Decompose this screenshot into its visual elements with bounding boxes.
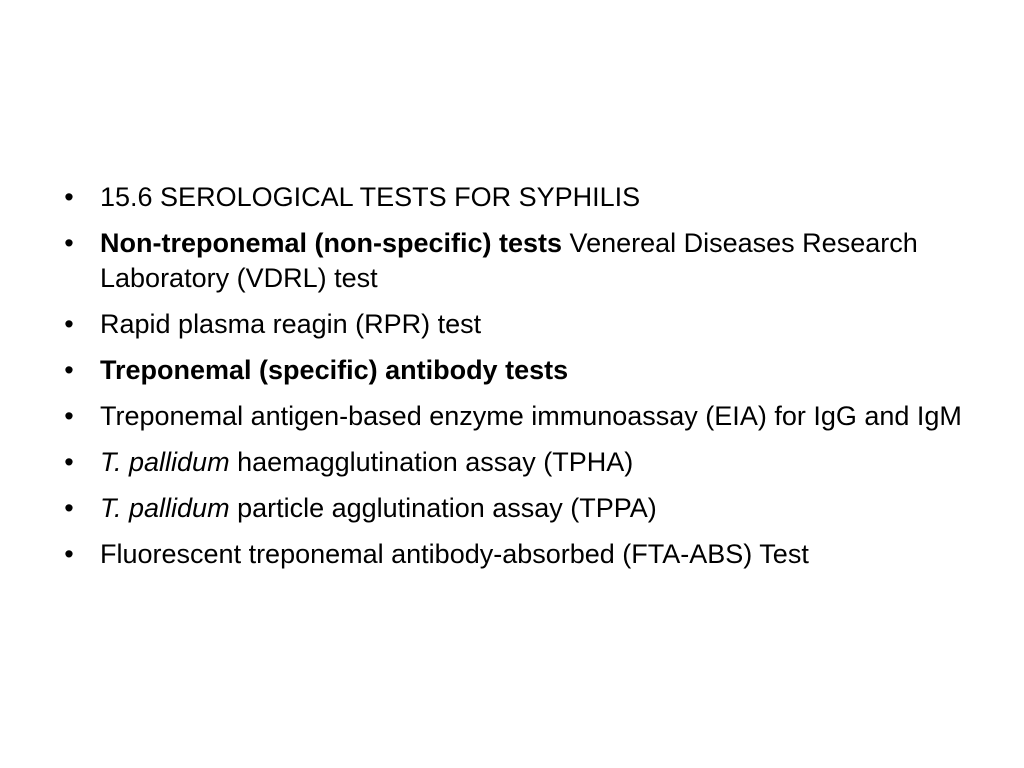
bullet-icon: • bbox=[64, 228, 74, 258]
bullet-icon: • bbox=[64, 539, 74, 569]
bullet-item bbox=[56, 445, 976, 480]
bullet-icon: • bbox=[64, 355, 74, 385]
bullet-text: Venereal Diseases Research Laboratory (VDRL) test bbox=[100, 228, 918, 293]
bullet-item bbox=[56, 180, 976, 215]
bullet-item bbox=[56, 353, 976, 388]
bullet-item bbox=[56, 226, 976, 296]
bullet-text: Treponemal antigen-based enzyme immunoassay (EIA) for IgG and IgM bbox=[100, 401, 962, 431]
bullet-item bbox=[56, 399, 976, 434]
organism-name-text: T. pallidum bbox=[100, 493, 230, 523]
bullet-text: haemagglutination assay (TPHA) bbox=[229, 447, 634, 477]
bullet-heading-text: Non-treponemal (non-specific) tests bbox=[100, 228, 563, 258]
bullet-icon: • bbox=[64, 401, 74, 431]
bullet-heading-text: Treponemal (specific) antibody tests bbox=[100, 355, 569, 385]
bullet-item bbox=[56, 307, 976, 342]
bullet-text: 15.6 SEROLOGICAL TESTS FOR SYPHILIS bbox=[100, 182, 641, 212]
bullet-text: Fluorescent treponemal antibody-absorbed (FTA-ABS) Test bbox=[100, 539, 809, 569]
bullet-list bbox=[56, 180, 976, 583]
bullet-item bbox=[56, 537, 976, 572]
bullet-icon: • bbox=[64, 182, 74, 212]
bullet-icon: • bbox=[64, 493, 74, 523]
bullet-text: particle agglutination assay (TPPA) bbox=[229, 493, 657, 523]
bullet-icon: • bbox=[64, 309, 74, 339]
organism-name-text: T. pallidum bbox=[100, 447, 230, 477]
bullet-text: Rapid plasma reagin (RPR) test bbox=[100, 309, 482, 339]
bullet-icon: • bbox=[64, 447, 74, 477]
bullet-item bbox=[56, 491, 976, 526]
